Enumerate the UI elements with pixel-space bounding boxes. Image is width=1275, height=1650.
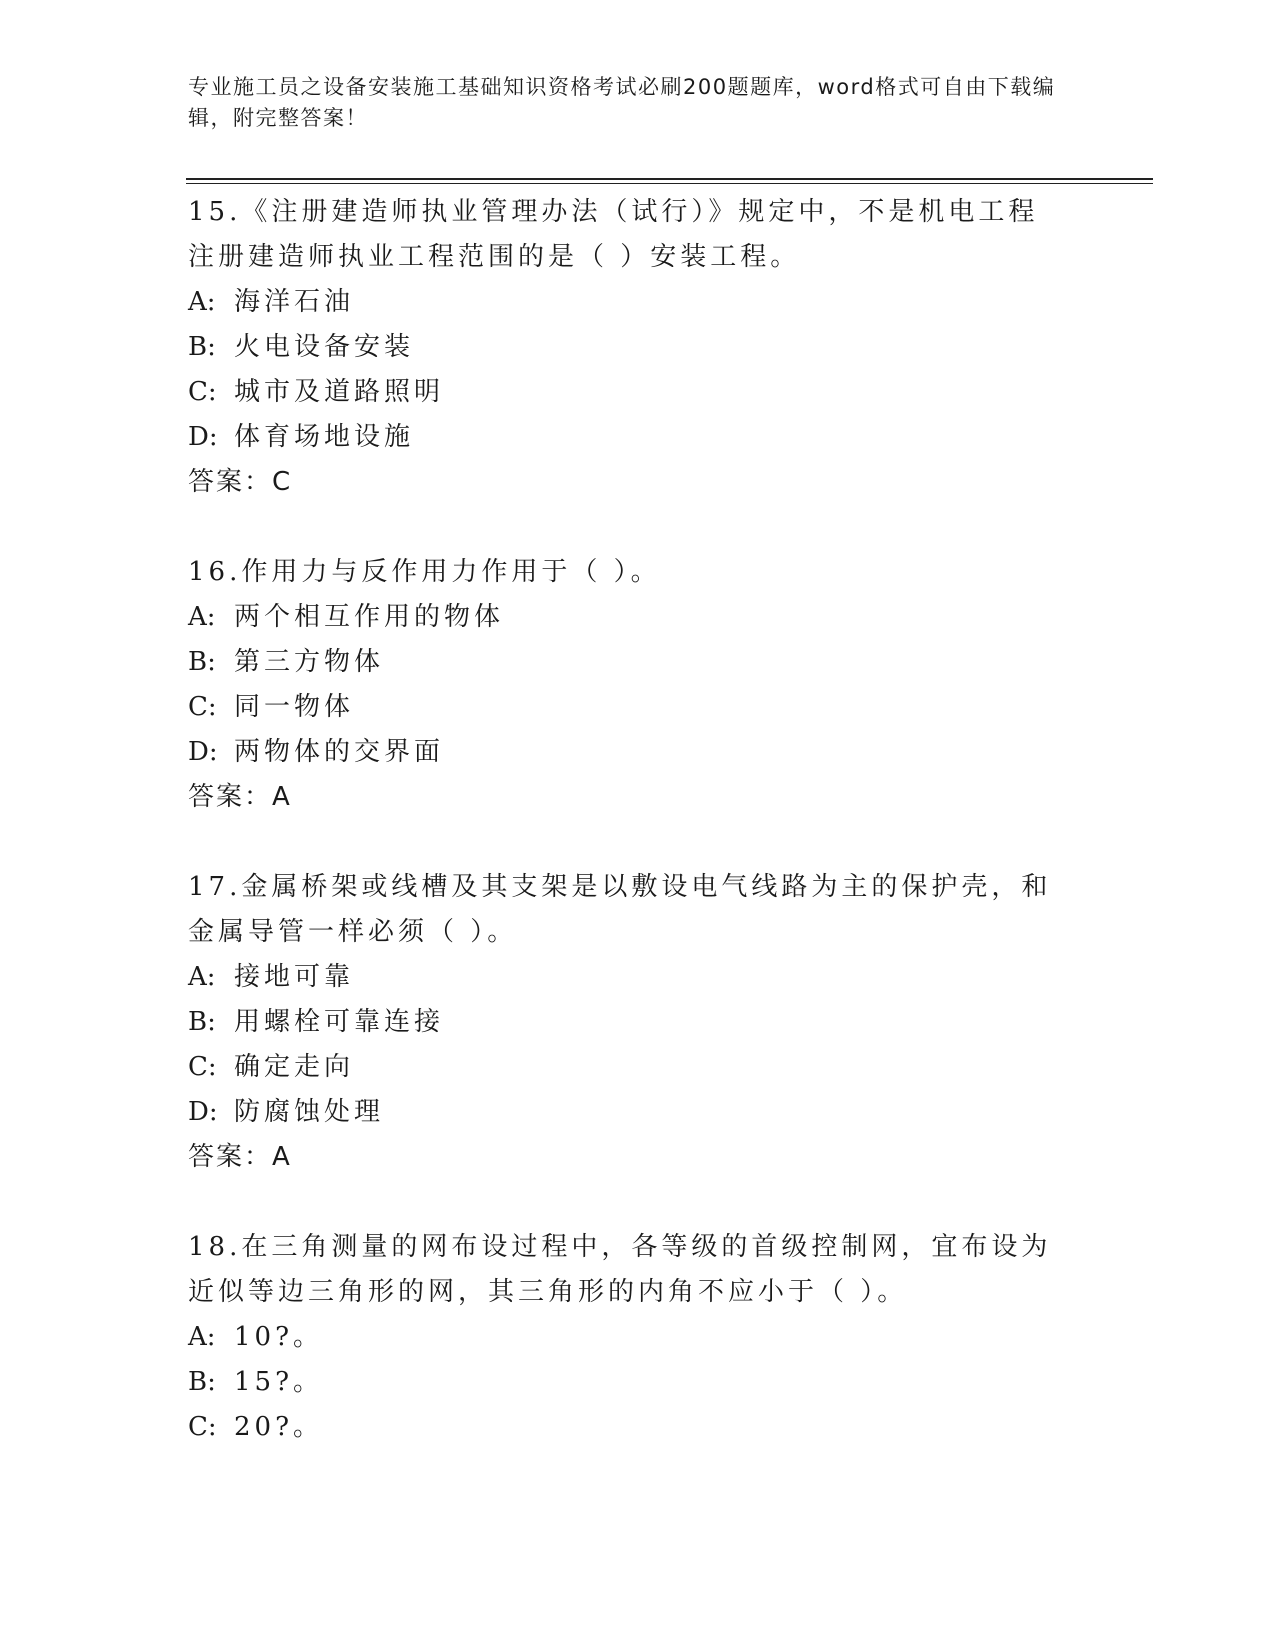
question-spacer [188,820,1068,865]
option-d [188,415,1068,460]
option-label: D: [188,422,218,452]
option-label: B: [188,332,216,362]
option-b [188,325,1068,370]
option-label: C: [188,692,217,722]
option-a [188,955,1068,1000]
option-label: A: [188,602,216,632]
question-stem: 18.在三角测量的网布设过程中，各等级的首级控制网，宜布设为近似等边三角形的网，其三角形的内角不应小于（ ）。 [188,1232,1052,1307]
option-text: 20?。 [234,1412,324,1442]
question-spacer [188,1180,1068,1225]
question-18 [188,1225,1068,1450]
option-label: C: [188,1052,217,1082]
option-text: 火电设备安装 [234,332,415,362]
option-text: 15?。 [234,1367,324,1397]
document-header: 专业施工员之设备安装施工基础知识资格考试必刷200题题库，word格式可自由下载编辑，附完整答案！ [188,75,1056,130]
option-text: 海洋石油 [234,287,355,317]
option-label: D: [188,1097,218,1127]
option-label: B: [188,647,216,677]
option-a [188,595,1068,640]
option-text: 用螺栓可靠连接 [234,1007,445,1037]
option-b [188,1000,1068,1045]
option-text: 确定走向 [234,1052,355,1082]
option-text: 10?。 [234,1322,324,1352]
option-label: D: [188,737,218,767]
option-c [188,685,1068,730]
option-text: 两个相互作用的物体 [234,602,505,632]
option-text: 同一物体 [234,692,355,722]
question-stem: 15.《注册建造师执业管理办法（试行）》规定中，不是机电工程注册建造师执业工程范围的是（ ）安装工程。 [188,197,1039,272]
header-divider-thick [186,178,1153,180]
question-spacer [188,505,1068,550]
option-c [188,1405,1068,1450]
option-label: A: [188,962,216,992]
header-divider-thin [186,183,1153,184]
answer: 答案：A [188,1142,292,1172]
option-text: 体育场地设施 [234,422,415,452]
option-text: 城市及道路照明 [234,377,445,407]
option-label: C: [188,377,217,407]
option-text: 第三方物体 [234,647,385,677]
option-c [188,1045,1068,1090]
option-text: 防腐蚀处理 [234,1097,385,1127]
question-15 [188,190,1068,505]
option-b [188,640,1068,685]
option-a [188,1315,1068,1360]
option-label: B: [188,1007,216,1037]
option-label: B: [188,1367,216,1397]
option-text: 接地可靠 [234,962,355,992]
option-c [188,370,1068,415]
option-text: 两物体的交界面 [234,737,445,767]
answer: 答案：A [188,782,292,812]
question-16 [188,550,1068,820]
option-a [188,280,1068,325]
option-label: C: [188,1412,217,1442]
option-label: A: [188,1322,216,1352]
option-b [188,1360,1068,1405]
question-stem: 16.作用力与反作用力作用于（ ）。 [188,557,661,587]
question-stem: 17.金属桥架或线槽及其支架是以敷设电气线路为主的保护壳，和金属导管一样必须（ ）。 [188,872,1052,947]
option-d [188,1090,1068,1135]
question-17 [188,865,1068,1180]
option-label: A: [188,287,216,317]
answer: 答案：C [188,467,293,497]
option-d [188,730,1068,775]
question-list [188,190,1068,1450]
